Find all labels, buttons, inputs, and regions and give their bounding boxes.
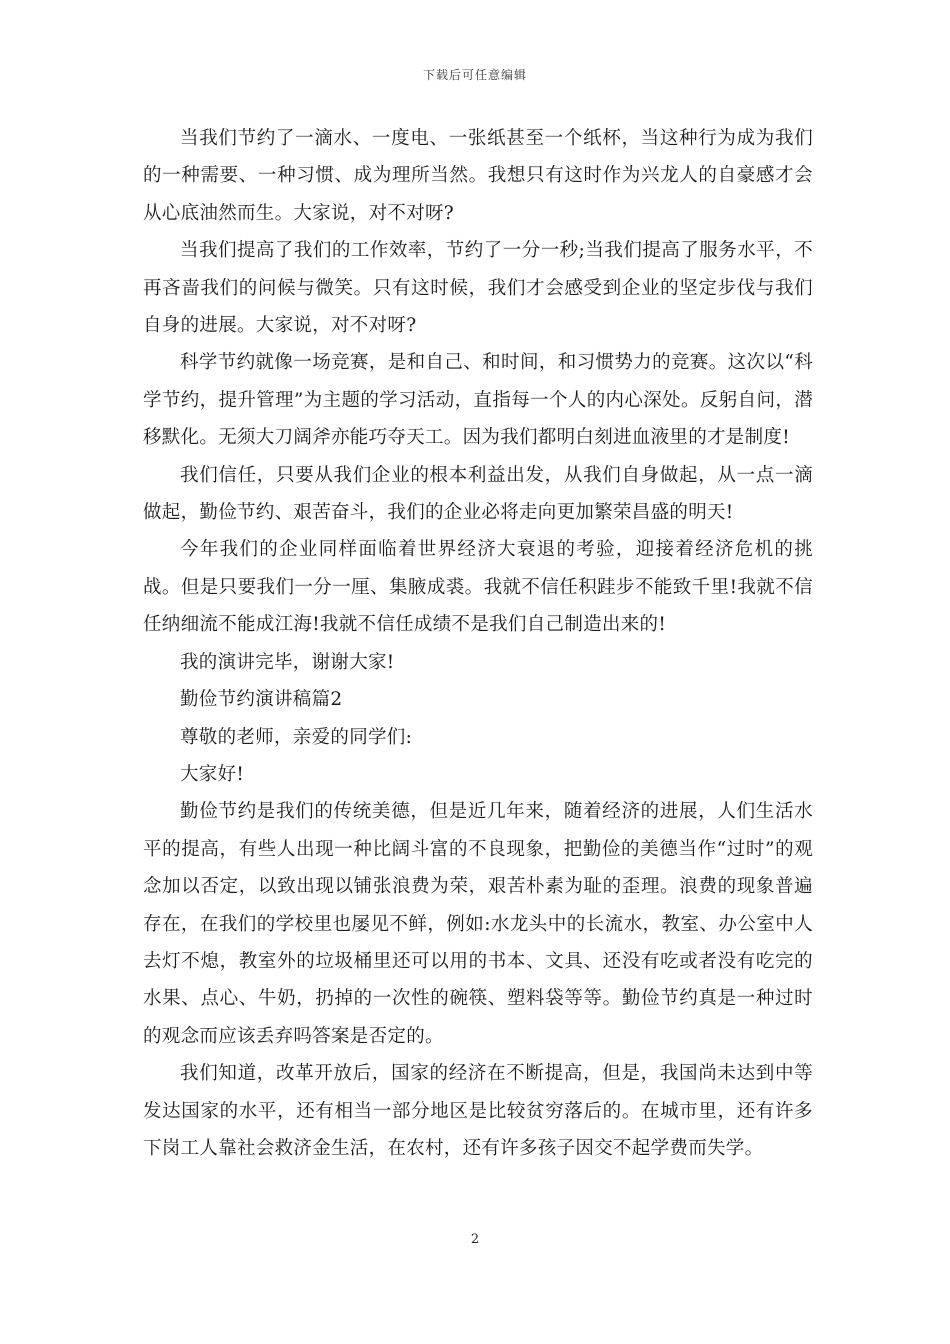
- paragraph: 我们信任，只要从我们企业的根本利益出发，从我们自身做起，从一点一滴做起，勤俭节约、艰苦奋斗，我们的企业必将走向更加繁荣昌盛的明天!: [143, 464, 813, 524]
- section-title: 勤俭节约演讲稿篇2: [180, 689, 343, 711]
- paragraph: 当我们节约了一滴水、一度电、一张纸甚至一个纸杯，当这种行为成为我们的一种需要、一种习惯、成为理所当然。我想只有这时作为兴龙人的自豪感才会从心底油然而生。大家说，对不对呀?: [143, 128, 813, 224]
- document-body: [143, 120, 813, 1167]
- salutation: 尊敬的老师，亲爱的同学们:: [180, 726, 413, 748]
- greeting: 大家好!: [180, 763, 245, 785]
- page-header: 下载后可任意编辑: [422, 68, 527, 82]
- paragraph: 今年我们的企业同样面临着世界经济大衰退的考验，迎接着经济危机的挑战。但是只要我们一分一厘、集腋成裘。我就不信任积跬步不能致千里!我就不信任纳细流不能成江海!我就不信任成绩不是我们自己制造出来的!: [143, 539, 813, 636]
- paragraph: 我们知道，改革开放后，国家的经济在不断提高，但是，我国尚未达到中等发达国家的水平，还有相当一部分地区是比较贫穷落后的。在城市里，还有许多下岗工人靠社会救济金生活，在农村，还有许多孩子因交不起学费而失学。: [143, 1063, 813, 1159]
- closing-line: 我的演讲完毕，谢谢大家!: [180, 651, 395, 673]
- page-number: 2: [470, 1232, 480, 1247]
- paragraph: 当我们提高了我们的工作效率，节约了一分一秒;当我们提高了服务水平，不再吝啬我们的问候与微笑。只有这时候，我们才会感受到企业的坚定步伐与我们自身的进展。大家说，对不对呀?: [143, 240, 813, 337]
- paragraph: 勤俭节约是我们的传统美德，但是近几年来，随着经济的进展，人们生活水平的提高，有些人出现一种比阔斗富的不良现象，把勤俭的美德当作“过时”的观念加以否定，以致出现以铺张浪费为荣，艰苦朴素为耻的歪理。浪费的现象普遍存在，在我们的学校里也屡见不鲜，例如:水龙头中的长流水，教室、办公室中人去灯不熄，教室外的垃圾桶里还可以用的书本、文具、还没有吃或者没有吃完的水果、点心、牛奶，扔掉的一次性的碗筷、塑料袋等等。勤俭节约真是一种过时的观念而应该丢弃吗答案是否定的。: [143, 801, 813, 1047]
- paragraph: 科学节约就像一场竞赛，是和自己、和时间，和习惯势力的竞赛。这次以“科学节约，提升管理”为主题的学习活动，直指每一个人的内心深处。反躬自问，潜移默化。无须大刀阔斧亦能巧夺天工。因为我们都明白刻进血液里的才是制度!: [143, 352, 813, 449]
